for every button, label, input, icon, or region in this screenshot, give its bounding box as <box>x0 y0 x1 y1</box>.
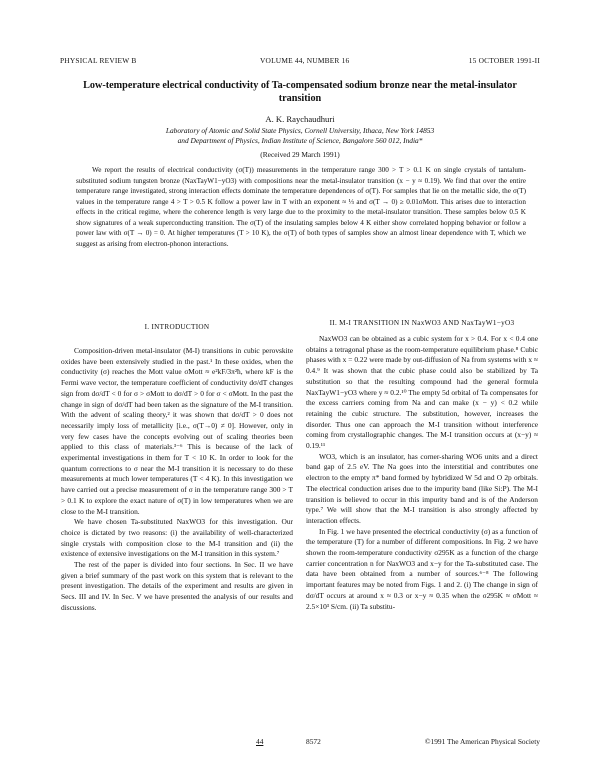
journal-name: PHYSICAL REVIEW B <box>60 56 137 65</box>
affiliation-line-1: Laboratory of Atomic and Solid State Physics, Cornell University, Ithaca, New York 14853 <box>165 126 435 135</box>
section-heading-mi-transition: II. M-I TRANSITION IN NaxWO3 AND NaxTayW1−yO3 <box>329 319 515 327</box>
section-heading-introduction: I. INTRODUCTION <box>144 323 210 331</box>
paragraph: Composition-driven metal-insulator (M-I) transitions in cubic perovskite oxides have been extensively studied in the past.¹ In these oxides, when the conductivity (σ) reaches the Mott value σMott ≈ e²kF/3π²ħ, where kF is the Fermi wave vector, the temperature coefficient of conductivity dσ/dT changes sign from dσ/dT < 0 for σ > σMott to dσ/dT > 0 for σ < σMott. In the past the change in sign of dσ/dT had been taken as the signature of the M-I transition. With the advent of scaling theory,² it was shown that dσ/dT > 0 does not necessarily imply loss of metallicity [i.e., σ(T→0) ≠ 0]. However, only in very few cases have the concepts evolving out of scaling theories been applied to this class of materials.³⁻⁶ This is because of the lack of experimental investigations in them for T < 10 K. In order to look for the quantum corrections to σ near the M-I transition it is necessary to do these measurements at much lower temperatures (T < 4 K). In this investigation we have carried out a precise measurement of σ in the temperature range 300 > T > 0.1 K to explore the exact nature of σ(T) in low temperatures when we are close to the M-I transition. <box>61 346 293 516</box>
paragraph: We have chosen Ta-substituted NaxWO3 for this investigation. Our choice is dictated by two reasons: (i) the availability of well-characterized single crystals with composition close to the M-I transition and (ii) the existence of extensive investigations on the M-I transition in this system.⁷ <box>61 517 293 559</box>
affiliation-line-2: and Department of Physics, Indian Institute of Science, Bangalore 560 012, India* <box>177 136 423 145</box>
page-number: 8572 <box>306 737 321 746</box>
received-date: (Received 29 March 1991) <box>260 150 340 159</box>
copyright-notice: ©1991 The American Physical Society <box>424 737 540 746</box>
right-column <box>306 318 538 612</box>
page-footer <box>60 737 540 749</box>
paragraph: In Fig. 1 we have presented the electrical conductivity (σ) as a function of the temperature (T) for a number of different compositions. In Fig. 2 we have shown the room-temperature conductivity σ295K as a function of the charge carrier concentration n for NaxWO3 and x−y for the Ta-substituted case. The data have been obtained from a number of sources.⁶⁻⁸ The following important features may be noted from Figs. 1 and 2. (i) The change in sign of dσ/dT occurs at around x ≈ 0.3 or x−y ≈ 0.35 when the σ295K ≈ σMott ≈ 2.5×10³ S/cm. (ii) Ta substitu- <box>306 526 538 611</box>
paragraph: NaxWO3 can be obtained as a cubic system for x > 0.4. For x < 0.4 one obtains a tetragonal phase as the room-temperature equilibrium phase.⁸ Cubic phases with x = 0.22 were made by out-diffusion of Na from systems with x ≈ 0.4.⁹ It was shown that the cubic phase could also be stabilized by Ta substitution so that the resulting compound had the general formula NaxTayW1−yO3 where y ≈ 0.2.¹⁰ The empty 5d orbital of Ta compensates for the excess carriers coming from Na and can make (x − y) < 0.2 while retaining the cubic structure. The substitution, however, increases the disorder. Thus one can approach the M-I transition without interference coming from crystallographic changes. The M-I transition occurs at (x−y) ≈ 0.19.¹¹ <box>306 334 538 451</box>
author-name: A. K. Raychaudhuri <box>265 114 335 124</box>
abstract: We report the results of electrical conductivity (σ(T)) measurements in the temperature range 300 > T > 0.1 K on single crystals of tantalum-substituted sodium tungsten bronze (NaxTayW1−yO3) with compositions near the metal-insulator transition (x − y ≈ 0.19). We find that over the entire temperature range investigated, strong interaction effects dominate the temperature dependences of σ(T). For samples that lie on the metallic side, the σ(T) values in the temperature range 4 > T > 0.5 K follow a power law in T with an exponent ≈ ⅓ and σ(T → 0) ≥ 0.01σMott. This arises due to interaction effects in the critical regime, where the coherence length is very large due to the proximity to the metal-insulator transition. These samples below 0.5 K show signatures of a weak superconducting transition. The σ(T) of the insulating samples below 4 K either show correlated hopping behavior or follow a power law with σ(T → 0) = 0. At higher temperatures (T > 10 K), the σ(T) of both types of samples show an almost linear dependence with T, which we suggest as arising from electron-phonon interactions. <box>76 166 526 248</box>
issue-date: 15 OCTOBER 1991-II <box>468 56 540 65</box>
paper-title: Low-temperature electrical conductivity of Ta-compensated sodium bronze near the metal-insulator transition <box>83 80 517 104</box>
affiliation <box>80 126 520 146</box>
volume-number: VOLUME 44, NUMBER 16 <box>260 56 350 65</box>
running-header <box>60 56 540 68</box>
left-column <box>61 318 293 614</box>
paragraph: The rest of the paper is divided into four sections. In Sec. II we have given a brief summary of the past work on this system that is relevant to the present investigation. The details of the experiment and results are given in Secs. III and IV. In Sec. V we have presented the analysis of our results and discussions. <box>61 560 293 612</box>
paragraph: WO3, which is an insulator, has corner-sharing WO6 units and a direct band gap of 2.5 eV. The Na goes into the interstitial and contributes one electron to the empty π* band formed by hybridized W 5d and O 2p orbitals. The electrical conduction arises due to the impurity band (like Si:P). The M-I transition is believed to occur in this impurity band and is of the Anderson type.⁷ We will show that the M-I transition is also strongly affected by interaction effects. <box>306 451 538 525</box>
footer-volume: 44 <box>256 737 264 746</box>
